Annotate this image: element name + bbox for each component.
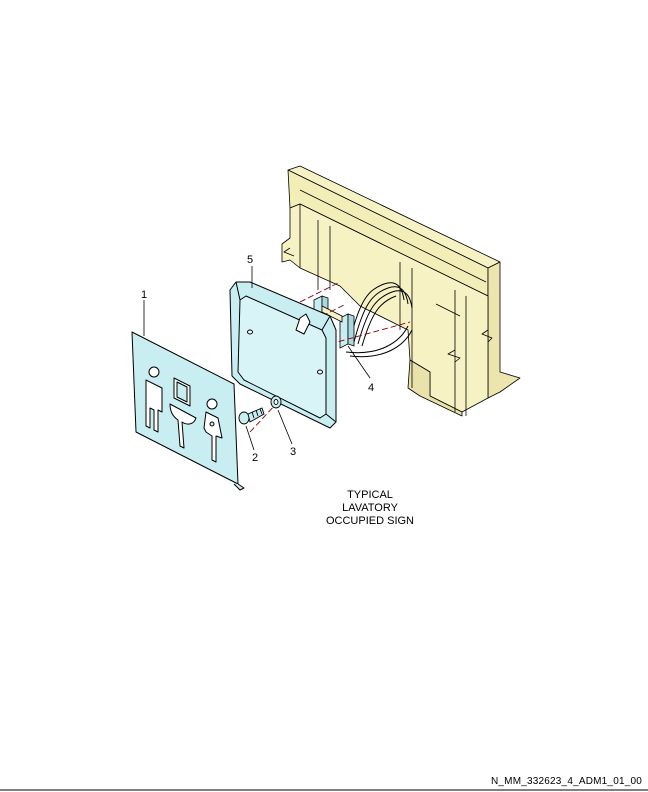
- callout-4: 4: [368, 382, 375, 394]
- callout-3: 3: [290, 446, 297, 458]
- structure-right-face: [488, 262, 520, 398]
- diagram-caption: [300, 489, 440, 528]
- callout-5: 5: [247, 254, 254, 266]
- caption-line-1: TYPICAL: [347, 489, 393, 501]
- callout-1: 1: [141, 289, 148, 301]
- caption-line-3: OCCUPIED SIGN: [325, 515, 414, 527]
- document-id: N_MM_332623_4_ADM1_01_00: [490, 776, 642, 787]
- sign-plate: [132, 332, 244, 490]
- housing-hole-top-left: [248, 330, 253, 334]
- housing-hole-bottom-right: [318, 370, 323, 374]
- callout-2: 2: [252, 452, 259, 464]
- caption-line-2: LAVATORY: [342, 502, 398, 514]
- washer: [271, 396, 281, 408]
